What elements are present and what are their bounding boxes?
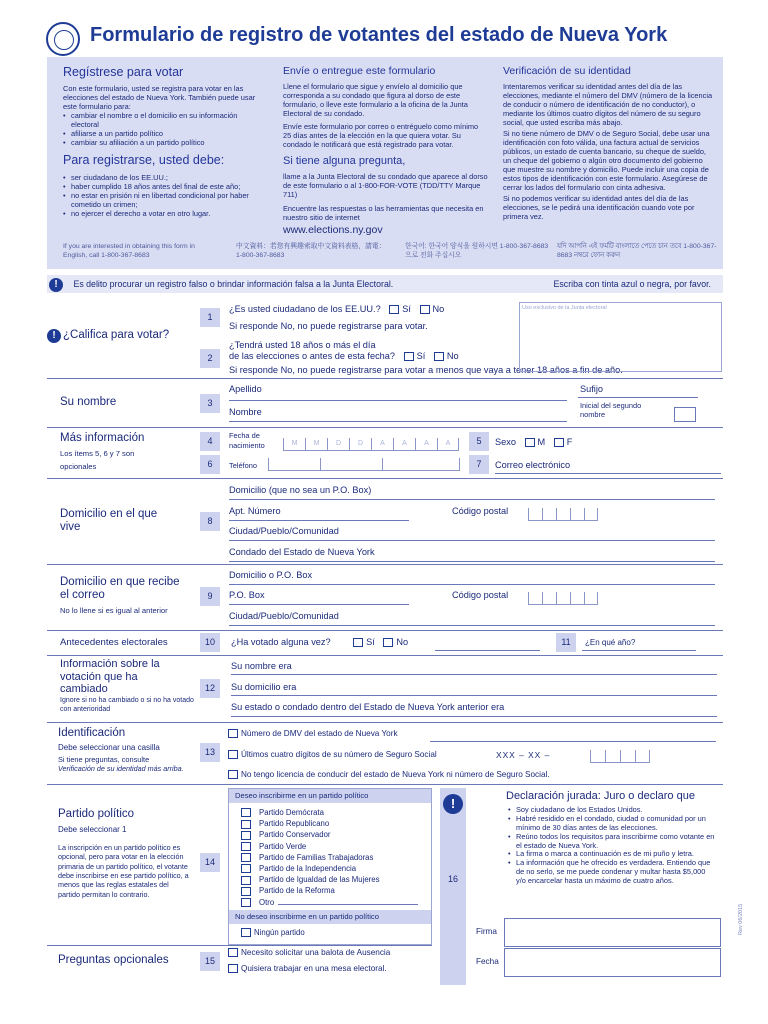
send-deadline-text: Envíe este formulario por correo o entréguelo como mínimo 25 días antes de la elección en la que quiera votar. Su condado le notificará que está registrado para votar. — [283, 121, 479, 149]
party-option — [241, 818, 431, 829]
qualify-alert-icon: ! — [47, 329, 61, 343]
divider — [47, 427, 723, 428]
date-label: Fecha — [476, 957, 499, 966]
identity-fallback-text: Si no podemos verificar su identidad antes del día de las elecciones, se le pedirá una identificación cuando vote por primera vez. — [503, 194, 695, 222]
signature-box[interactable] — [504, 918, 721, 947]
no-label: No — [396, 637, 409, 647]
identification-help-ref: Verificación de su identidad más arriba. — [58, 764, 184, 773]
dob-field[interactable] — [283, 438, 459, 451]
list-item: • cambiar su afiliación a un partido político — [63, 138, 263, 147]
party-option-label: Partido de la Independencia — [259, 863, 357, 873]
list-item: • Soy ciudadano de los Estados Unidos. — [508, 805, 643, 814]
mail-zip-label: Código postal — [452, 590, 509, 600]
signature-label: Firma — [476, 927, 497, 936]
more-info-title: Más información — [60, 432, 145, 444]
party-option — [241, 863, 431, 874]
mail-street-field[interactable] — [229, 584, 715, 585]
party-option — [241, 829, 431, 840]
voted-before-field[interactable] — [435, 650, 540, 651]
requirements-title: Para registrarse, usted debe: — [63, 153, 225, 168]
more-info-note: Los ítems 5, 6 y 7 son opcionales — [60, 449, 135, 472]
home-apt-field[interactable] — [229, 520, 409, 521]
voted-no-checkbox[interactable] — [383, 638, 393, 647]
mail-pobox-label: P.O. Box — [229, 590, 265, 600]
other-party-field[interactable] — [278, 897, 418, 905]
voted-year-field[interactable] — [582, 650, 696, 651]
list-item: • La firma o marca a continuación es de mi puño y letra. — [508, 849, 694, 859]
declaration-item-text: La firma o marca a continuación es de mi puño y letra. — [516, 849, 694, 859]
poll-worker-checkbox[interactable] — [228, 964, 238, 973]
item-number: 15 — [200, 952, 220, 971]
party-enroll-header: Deseo inscribirme en un partido político — [229, 789, 431, 803]
office-use-label: Uso exclusivo de la Junta electoral — [522, 305, 607, 311]
email-label: Correo electrónico — [495, 460, 571, 470]
list-item: • no ejercer el derecho a votar en otro lugar. — [63, 209, 263, 218]
item-number: 13 — [200, 743, 220, 762]
identity-alt-text: Si no tiene número de DMV o de Seguro Social, debe usar una identificación con foto válida, una factura actual de servicios públicos, un estado de cuenta bancario, su cheque de sueldo, un cheque del gobierno o algún otro documento del gobierno que muestre su nombre y domicilio. Puede incluir una copia de estos tipos de identificación con este formulario. Asegúrese de cerrar los lados del formulario con cinta adhesiva. — [503, 128, 710, 193]
home-county-label: Condado del Estado de Nueva York — [229, 547, 375, 557]
list-item: • La información que he ofrecido es verdadera. Entiendo que de no serlo, se me puede condenar y multar hasta $5,000 y/o encarcelar hasta un máximo de cuatro años. — [508, 858, 711, 885]
yes-label: Sí — [416, 350, 426, 361]
party-option-label: Partido Republicano — [259, 819, 330, 829]
sex-f-checkbox[interactable] — [554, 438, 564, 447]
identification-help-note: Si tiene preguntas, consulte — [58, 755, 150, 764]
age-question — [229, 340, 459, 361]
party-option — [241, 885, 431, 896]
list-item: • cambiar el nombre o el domicilio en su información electoral — [63, 111, 263, 129]
mail-street-label: Domicilio o P.O. Box — [229, 570, 313, 580]
form-title: Formulario de registro de votantes del estado de Nueva York — [90, 24, 668, 46]
party-note: La inscripción en un partido político es opcional, pero para votar en la elección primaria de un partido político, el votante debe inscribirse en ese partido político, a menos que las reglas estatales del partido permitan lo contrario. — [58, 843, 189, 899]
no-id-option — [226, 770, 550, 779]
item-number: 8 — [200, 512, 220, 531]
optional-questions-title: Preguntas opcionales — [58, 954, 169, 966]
suffix-label: Sufijo — [580, 384, 603, 394]
party-option-label: Partido Conservador — [259, 830, 331, 840]
yes-label: Sí — [366, 637, 375, 647]
divider — [47, 478, 723, 479]
divider — [47, 564, 723, 565]
item-number: 2 — [200, 349, 220, 368]
party-option — [241, 841, 431, 852]
voted-year-label: ¿En qué año? — [585, 638, 636, 647]
item-number: 16 — [447, 874, 458, 884]
party-option-label: Partido Demócrata — [259, 808, 325, 817]
send-text: Llene el formulario que sigue y envíelo al domicilio que corresponda a su condado que figura al dorso de este formulario, o lleve este formulario a la oficina de la Junta Electoral de su condado. — [283, 81, 468, 118]
mailing-address-title: Domicilio en que recibe el correo — [60, 576, 180, 602]
citizen-note: Si responde No, no puede registrarse para votar. — [229, 321, 428, 331]
previous-county-field[interactable] — [231, 716, 717, 717]
home-zip-field[interactable] — [528, 508, 598, 521]
list-item: • haber cumplido 18 años antes del final de este año; — [63, 182, 263, 191]
party-checkbox[interactable] — [241, 887, 251, 896]
item-number: 1 — [200, 308, 220, 327]
first-name-label: Nombre — [229, 407, 262, 417]
dob-label: Fecha de nacimiento — [229, 431, 265, 450]
warning-icon: ! — [49, 278, 63, 292]
no-id-checkbox[interactable] — [228, 770, 238, 779]
declaration-alert-icon: ! — [443, 794, 463, 814]
dob-digit: M — [284, 438, 306, 450]
party-options-list — [229, 803, 431, 910]
citizen-yes-checkbox[interactable] — [389, 305, 399, 314]
poll-worker-label: Quisiera trabajar en una mesa electoral. — [241, 964, 387, 973]
home-apt-label: Apt. Número — [229, 506, 281, 516]
no-label: No — [446, 350, 459, 361]
mailing-address-note: No lo llene si es igual al anterior — [60, 606, 168, 615]
dmv-checkbox[interactable] — [228, 729, 238, 738]
list-item: • Reúno todos los requisitos para inscribirme como votante en el estado de Nueva York. — [508, 831, 715, 850]
party-option — [241, 807, 431, 818]
dob-digit: D — [328, 438, 350, 450]
party-option-label: Partido Verde — [259, 841, 307, 851]
declaration-item-text: Soy ciudadano de los Estados Unidos. — [516, 805, 643, 814]
divider — [47, 722, 723, 723]
party-option — [241, 874, 431, 885]
declaration-title: Declaración jurada: Juro o declaro que — [506, 790, 695, 802]
voted-yes-checkbox[interactable] — [353, 638, 363, 647]
ssn-checkbox[interactable] — [228, 750, 238, 759]
party-option-label: Otro — [259, 897, 275, 907]
age-note: Si responde No, no puede registrarse para votar a menos que vaya a tener 18 años a fin de año. — [229, 365, 623, 375]
website-link[interactable]: www.elections.ny.gov — [283, 223, 383, 236]
suffix-field[interactable] — [578, 397, 698, 398]
list-item: • Habré residido en el condado, ciudad o comunidad por un mínimo de 30 días antes de las elecciones. — [508, 813, 706, 832]
divider — [47, 784, 723, 785]
item-number: 11 — [556, 633, 576, 652]
ssn-option — [226, 750, 437, 759]
item-number: 12 — [200, 679, 220, 698]
party-option-label: Partido de la Reforma — [259, 886, 335, 896]
party-checkbox[interactable] — [241, 842, 251, 851]
declaration-item-text: Reúno todos los requisitos para inscribirme como votante en el estado de Nueva York. — [516, 831, 715, 850]
last-name-label: Apellido — [229, 384, 262, 394]
party-checkbox[interactable] — [241, 820, 251, 829]
party-must-note: Debe seleccionar 1 — [58, 825, 127, 834]
no-party-label: Ningún partido — [254, 927, 305, 937]
sex-field — [495, 437, 572, 447]
dob-digit: A — [394, 438, 416, 450]
language-bengali: যদি আপনি এই ফর্মটি বাংলাতে পেতে চান তবে 1-800-367-8683 নম্বরে ফোন করুন — [557, 243, 717, 260]
voted-before-label: ¿Ha votado alguna vez? — [231, 637, 331, 647]
home-street-label: Domicilio (que no sea un P.O. Box) — [229, 485, 372, 495]
warning-bar — [47, 275, 723, 293]
age-question-line2: de las elecciones o antes de esta fecha? — [229, 350, 395, 361]
absentee-label: Necesito solicitar una balota de Ausencia — [241, 948, 391, 957]
home-street-field[interactable] — [229, 499, 715, 500]
dob-digit: D — [350, 438, 372, 450]
party-option-label: Partido de Familias Trabajadoras — [259, 852, 374, 862]
middle-initial-label: Inicial del segundo nombre — [580, 401, 642, 420]
party-no-enroll-header: No deseo inscribirme en un partido político — [229, 910, 431, 924]
party-checkbox[interactable] — [241, 808, 251, 817]
dob-digit: M — [306, 438, 328, 450]
register-title: Regístrese para votar — [63, 65, 184, 79]
absentee-option — [226, 948, 390, 957]
item-number: 5 — [469, 432, 489, 451]
voted-before-question — [231, 637, 408, 647]
send-title: Envíe o entregue este formulario — [283, 65, 436, 77]
dob-digit: A — [438, 438, 459, 450]
date-box[interactable] — [504, 948, 721, 977]
voting-history-title: Antecedentes electorales — [60, 637, 168, 648]
requirements-list — [63, 173, 263, 218]
no-party-checkbox[interactable] — [241, 928, 251, 937]
item-number: 7 — [469, 455, 489, 474]
qualify-title: ¿Califica para votar? — [63, 329, 170, 341]
phone-field[interactable] — [268, 458, 460, 471]
party-checkbox[interactable] — [241, 898, 251, 907]
language-korean: 한국어: 한국어 양식을 원하시면 1-800-367-8683 으로 전화 주십시오 — [405, 243, 549, 260]
previous-name-field[interactable] — [231, 674, 717, 675]
phone-label: Teléfono — [229, 461, 257, 470]
list-item: • no estar en prisión ni en libertad condicional por haber cometido un crimen; — [63, 191, 263, 209]
divider — [47, 630, 723, 631]
home-city-label: Ciudad/Pueblo/Comunidad — [229, 526, 339, 536]
declaration-item-text: La información que he ofrecido es verdadera. Entiendo que de no serlo, se me puede condenar y multar hasta $5,000 y/o encarcelar hasta un máximo de cuatro años. — [516, 858, 711, 885]
dmv-option — [226, 729, 398, 738]
poll-worker-option — [226, 964, 387, 973]
warning-text: Es delito procurar un registro falso o brindar información falsa a la Junta Electoral. — [73, 279, 394, 289]
last-name-field[interactable] — [229, 400, 567, 401]
language-english: If you are interested in obtaining this form in English, call 1-800-367-8683 — [63, 243, 195, 260]
info-col-register — [63, 65, 263, 218]
list-item: • ser ciudadano de los EE.UU.; — [63, 173, 263, 182]
item-number: 10 — [200, 633, 220, 652]
declaration-sidebar — [440, 788, 466, 985]
identity-title: Verificación de su identidad — [503, 65, 631, 77]
list-item: • afiliarse a un partido político — [63, 129, 263, 138]
sex-label: Sexo — [495, 437, 516, 447]
first-name-field[interactable] — [229, 421, 567, 422]
dmv-field[interactable] — [430, 741, 716, 742]
divider — [47, 378, 723, 379]
questions-text: llame a la Junta Electoral de su condado que aparece al dorso de este formulario o al 1-800-FOR-VOTE (TDD/TTY Marque 711) — [283, 172, 488, 200]
party-options-box — [228, 788, 432, 945]
no-id-label: No tengo licencia de conducir del estado de Nueva York ni número de Seguro Social. — [241, 770, 550, 779]
item-number: 3 — [200, 394, 220, 413]
sex-m-checkbox[interactable] — [525, 438, 535, 447]
identification-must-note: Debe seleccionar una casilla — [58, 743, 160, 752]
party-title: Partido político — [58, 808, 135, 820]
changed-info-note: Ignore si no ha cambiado o si no ha votado con anterioridad — [60, 697, 194, 713]
mail-city-label: Ciudad/Pueblo/Comunidad — [229, 611, 339, 621]
absentee-checkbox[interactable] — [228, 948, 238, 957]
mail-city-field[interactable] — [229, 625, 715, 626]
declaration-item-text: Habré residido en el condado, ciudad o comunidad por un mínimo de 30 días antes de las elecciones. — [516, 813, 706, 832]
identity-text: Intentaremos verificar su identidad antes del día de las elecciones, mediante el número del DMV (número de la licencia de conducir o número de identificación de no conductor), o mediante los últimos cuatro dígitos del número de su seguro social, que usted escriba más abajo. — [503, 81, 713, 127]
item-number: 9 — [200, 587, 220, 606]
item-number: 14 — [200, 853, 220, 872]
previous-name-label: Su nombre era — [231, 661, 292, 671]
dmv-label: Número de DMV del estado de Nueva York — [241, 729, 398, 738]
dob-digit: A — [416, 438, 438, 450]
language-chinese: 中文資料：若您有興趣索取中文資料表格，請電：1-800-367-8683 — [236, 243, 386, 260]
home-address-title: Domicilio en el que vive — [60, 508, 158, 534]
home-county-field[interactable] — [229, 561, 715, 562]
citizen-no-checkbox[interactable] — [420, 305, 430, 314]
middle-initial-field[interactable] — [674, 407, 696, 422]
party-checkbox[interactable] — [241, 831, 251, 840]
name-section-title: Su nombre — [60, 396, 117, 408]
ssn-mask: XXX – XX – — [496, 750, 551, 760]
mail-pobox-field[interactable] — [229, 604, 409, 605]
party-option — [241, 852, 431, 863]
party-checkbox[interactable] — [241, 876, 251, 885]
info-panel — [47, 57, 723, 269]
yes-label: Sí — [402, 304, 411, 314]
changed-info-title: Información sobre la votación que ha cambiado — [60, 658, 160, 696]
home-zip-label: Código postal — [452, 506, 509, 516]
mail-zip-field[interactable] — [528, 592, 598, 605]
previous-address-field[interactable] — [231, 695, 717, 696]
ink-instruction: Escriba con tinta azul o negra, por favor. — [553, 279, 711, 289]
age-yes-checkbox[interactable] — [404, 352, 414, 361]
questions-title: Si tiene alguna pregunta, — [283, 155, 406, 168]
previous-address-label: Su domicilio era — [231, 682, 297, 692]
identification-title: Identificación — [58, 727, 126, 739]
info-col-identity — [503, 65, 715, 221]
divider — [47, 945, 432, 946]
age-question-line1: ¿Tendrá usted 18 años o más el día — [229, 340, 376, 350]
party-option-label: Partido de Igualdad de las Mujeres — [259, 875, 380, 885]
m-label: M — [537, 437, 546, 447]
register-intro: Con este formulario, usted se registra para votar en las elecciones del estado de Nueva York. También puede usar este formulario para: — [63, 84, 256, 112]
website-text: Encuentre las respuestas o las herramientas que necesita en nuestro sitio de internet — [283, 203, 484, 222]
citizen-question-label: ¿Es usted ciudadano de los EE.UU.? — [229, 304, 381, 314]
party-option — [241, 897, 431, 908]
divider — [47, 655, 723, 656]
revision-label: Rev 06/2015 — [738, 903, 744, 935]
info-col-send — [283, 65, 488, 236]
declaration-list — [508, 805, 716, 886]
ssn-field[interactable] — [590, 750, 650, 763]
item-number: 6 — [200, 455, 220, 474]
dob-digit: A — [372, 438, 394, 450]
email-field[interactable] — [495, 473, 721, 474]
citizen-question — [229, 304, 444, 314]
previous-county-label: Su estado o condado dentro del Estado de Nueva York anterior era — [231, 702, 505, 712]
party-checkbox[interactable] — [241, 853, 251, 862]
ssn-label: Últimos cuatro dígitos de su número de Seguro Social — [241, 750, 437, 759]
f-label: F — [566, 437, 573, 447]
item-number: 4 — [200, 432, 220, 451]
home-city-field[interactable] — [229, 540, 715, 541]
ny-state-seal-icon — [46, 22, 80, 56]
no-party-option — [229, 924, 431, 937]
no-label: No — [432, 304, 445, 314]
age-no-checkbox[interactable] — [434, 352, 444, 361]
register-uses-list — [63, 111, 263, 147]
party-checkbox[interactable] — [241, 864, 251, 873]
office-use-box — [519, 302, 722, 372]
